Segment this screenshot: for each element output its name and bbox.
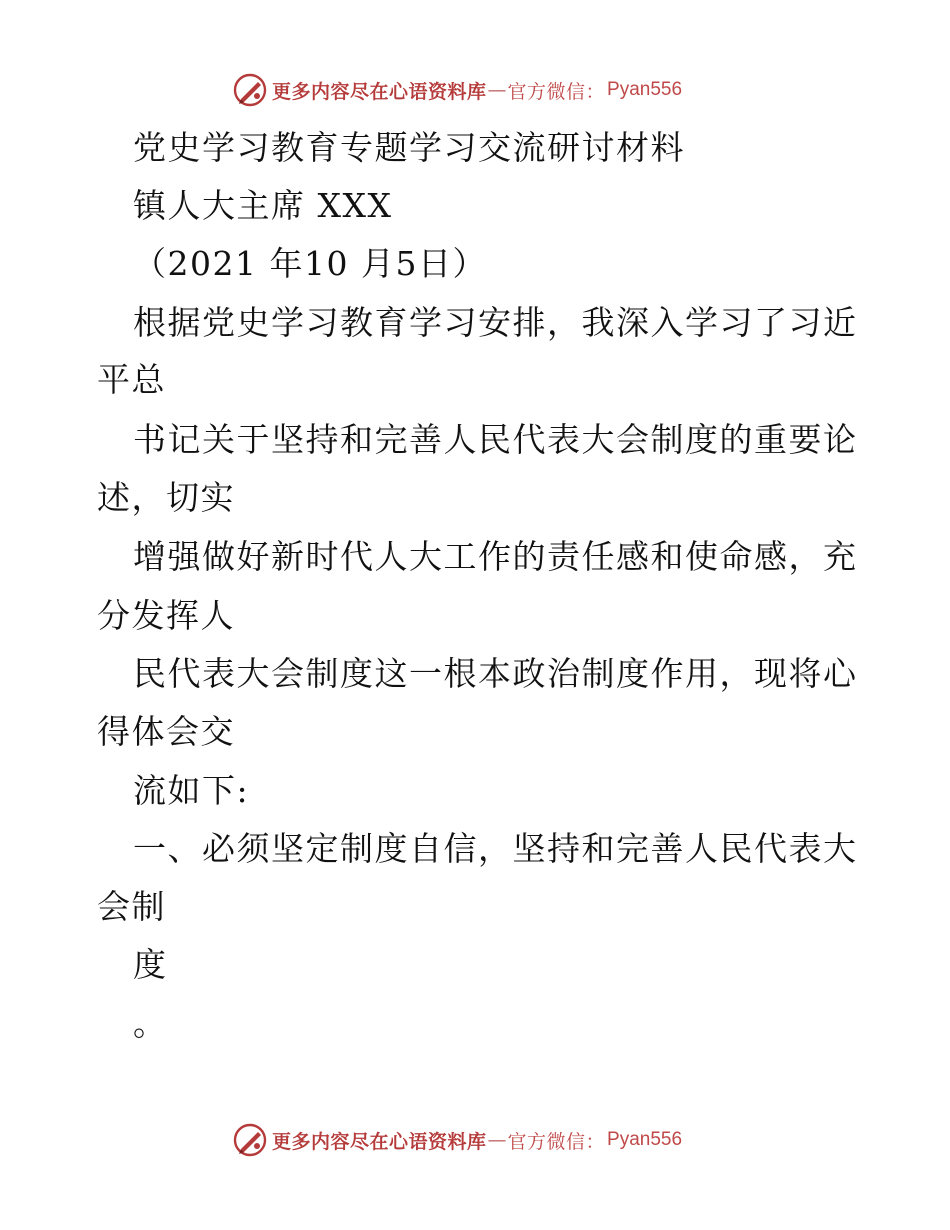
- document-date: （2021 年10 月5日）: [133, 244, 487, 283]
- body-line: 度: [133, 945, 168, 984]
- watermark-content: [232, 1120, 682, 1160]
- document-author: 镇人大主席 XXX: [133, 186, 393, 225]
- document-title: 党史学习教育专题学习交流研讨材料: [133, 128, 685, 167]
- body-line: 流如下:: [133, 771, 250, 810]
- body-line: 民代表大会制度这一根本政治制度作用，现将心: [133, 654, 858, 693]
- watermark-wechat-label: 官方微信：: [507, 80, 606, 103]
- watermark-text: 更多内容尽在心语资料库: [272, 80, 487, 103]
- body-line: 增强做好新时代人大工作的责任感和使命感，充: [133, 537, 858, 576]
- watermark-wechat-label: 官方微信：: [507, 1130, 606, 1153]
- body-line: 分发挥人: [97, 596, 235, 635]
- body-line: 述，切实: [97, 478, 235, 517]
- pen-logo-icon: [232, 1122, 268, 1158]
- watermark-dash: —: [487, 1129, 507, 1151]
- body-line: 得体会交: [97, 712, 235, 751]
- body-line: 会制: [97, 887, 166, 926]
- section-heading: 一、必须坚定制度自信，坚持和完善人民代表大: [133, 829, 858, 868]
- body-line: 书记关于坚持和完善人民代表大会制度的重要论: [133, 420, 858, 459]
- body-line: 平总: [97, 360, 166, 399]
- footer-watermark-banner: [0, 1120, 950, 1160]
- watermark-text: 更多内容尽在心语资料库: [272, 1130, 487, 1153]
- watermark-wechat-id: Pyan556: [607, 79, 683, 100]
- body-line: 根据党史学习教育学习安排，我深入学习了习近: [133, 303, 858, 342]
- body-line: 。: [133, 1004, 168, 1043]
- watermark-dash: —: [487, 79, 507, 101]
- watermark-wechat-id: Pyan556: [607, 1129, 683, 1150]
